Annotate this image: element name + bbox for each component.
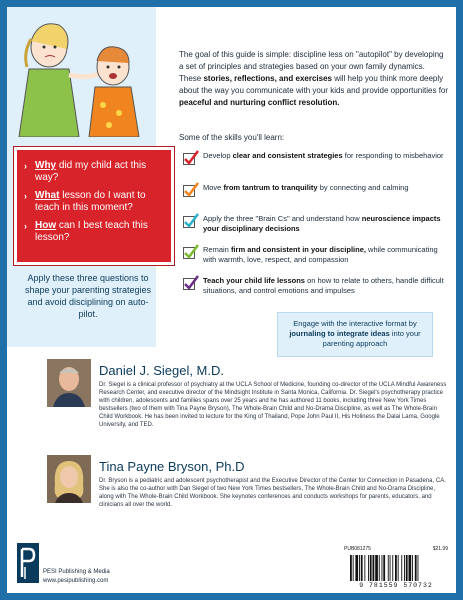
questions-box [14,147,174,265]
publisher-name: PESI Publishing & Media [43,569,110,575]
chevron-right-icon: › [24,161,27,171]
skill-item: Apply the three "Brain Cs" and understand how neuroscience impacts your disciplinary decisions [179,214,451,234]
author-photo-siegel [47,359,91,407]
barcode-bar [390,555,391,581]
chevron-right-icon: › [24,191,27,201]
question-what: › What lesson do I want to teach in this moment? [24,190,146,213]
barcode [342,546,450,591]
barcode-bar [361,555,363,581]
author-bio-bryson: Dr. Bryson is a pediatric and adolescent psychotherapist and the Executive Director of the Center for Connection in Pasadena, CA. She is also the co-author with Dan Siegel of two New York Times bestsellers, The Whole-Brain Child and No-Drama Discipline, along with The Whole-Brain Child Workbook. She keynotes conferences and conducts workshops for parents, educators, and clinicians all over the world. [99,478,446,508]
question-how: › How can I best teach this lesson? [24,220,148,243]
skills-heading: Some of the skills you'll learn: [179,133,285,142]
barcode-bar [392,555,393,581]
barcode-bar [388,555,389,581]
barcode-bars [350,555,446,581]
children-illustration [9,9,154,137]
intro-paragraph: The goal of this guide is simple: discipline less on "autopilot" by developing a set of principles and strategies based on your own family dynamics. These stories, reflections, and exercises will help you think more deeply about the way you communicate with your kids and provide opportunities for peaceful and nurturing conflict resolution. [179,50,449,107]
barcode-bar [368,555,369,581]
checkbox-icon [183,247,195,259]
barcode-bar [350,555,352,581]
barcode-bar [353,555,354,581]
skill-item: Move from tantrum to tranquility by connecting and calming [179,183,451,193]
barcode-bar [370,555,372,581]
barcode-bar [355,555,358,581]
publisher-url[interactable]: www.pesipublishing.com [43,578,109,584]
barcode-bar [359,555,360,581]
barcode-bar [373,555,375,581]
barcode-bar [406,555,408,581]
checkbox-icon [183,216,195,228]
barcode-bar [412,555,413,581]
barcode-bar [415,555,417,581]
barcode-bar [418,555,419,581]
checkbox-icon [183,278,195,290]
chevron-right-icon: › [24,221,27,231]
author-photo-bryson [47,455,91,503]
skill-item: Remain firm and consistent in your discipline, while communicating with warmth, love, respect, and compassion [179,245,451,265]
engage-callout: Engage with the interactive format by journaling to integrate ideas into your parenting approach [277,312,433,357]
checkbox-icon [183,153,195,165]
barcode-bar [364,555,365,581]
skill-item: Teach your child life lessons on how to relate to others, handle difficult situations, and control emotions and impulses [179,276,451,296]
apply-note: Apply these three questions to shape your parenting strategies and avoid disciplining on auto-pilot. [24,273,152,319]
back-cover [7,7,456,593]
author-name-siegel: Daniel J. Siegel, M.D. [99,363,224,378]
question-why: › Why did my child act this way? [24,160,147,183]
barcode-bar [382,555,383,581]
barcode-bar [375,555,378,581]
pesi-logo [17,543,39,583]
skill-item: Develop clear and consistent strategies for responding to misbehavior [179,151,451,161]
barcode-bar [379,555,380,581]
barcode-bar [398,555,399,581]
barcode-bar [401,555,402,581]
author-bio-siegel: Dr. Siegel is a clinical professor of psychiatry at the UCLA School of Medicine, founding co-director of the UCLA Mindful Awareness Research Center, and executive director of the Mindsight Institute in Santa Monica, California. Dr. Siegel's psychotherapy practice with children, adolescents and families spans over 25 years and he has authored 11 books, including three New York Times bestsellers (two of them with Tina Payne Bryson), The Whole-Brain Child and No-Drama Discipline, as well as The Whole-Brain Child Workbook. He has been invited to lecture for the King of Thailand, Pope John Paul II, His Holiness the Dalai Lama, Google University, and TED. [99,382,447,428]
barcode-isbn: 9 781559 570732 [359,582,433,589]
barcode-bar [383,555,385,581]
barcode-code: PUB081275 [344,546,371,552]
barcode-bar [409,555,412,581]
barcode-price: $21.99 [432,546,448,552]
barcode-bar [395,555,397,581]
barcode-bar [404,555,405,581]
author-name-bryson: Tina Payne Bryson, Ph.D [99,459,245,474]
checkbox-icon [183,185,195,197]
